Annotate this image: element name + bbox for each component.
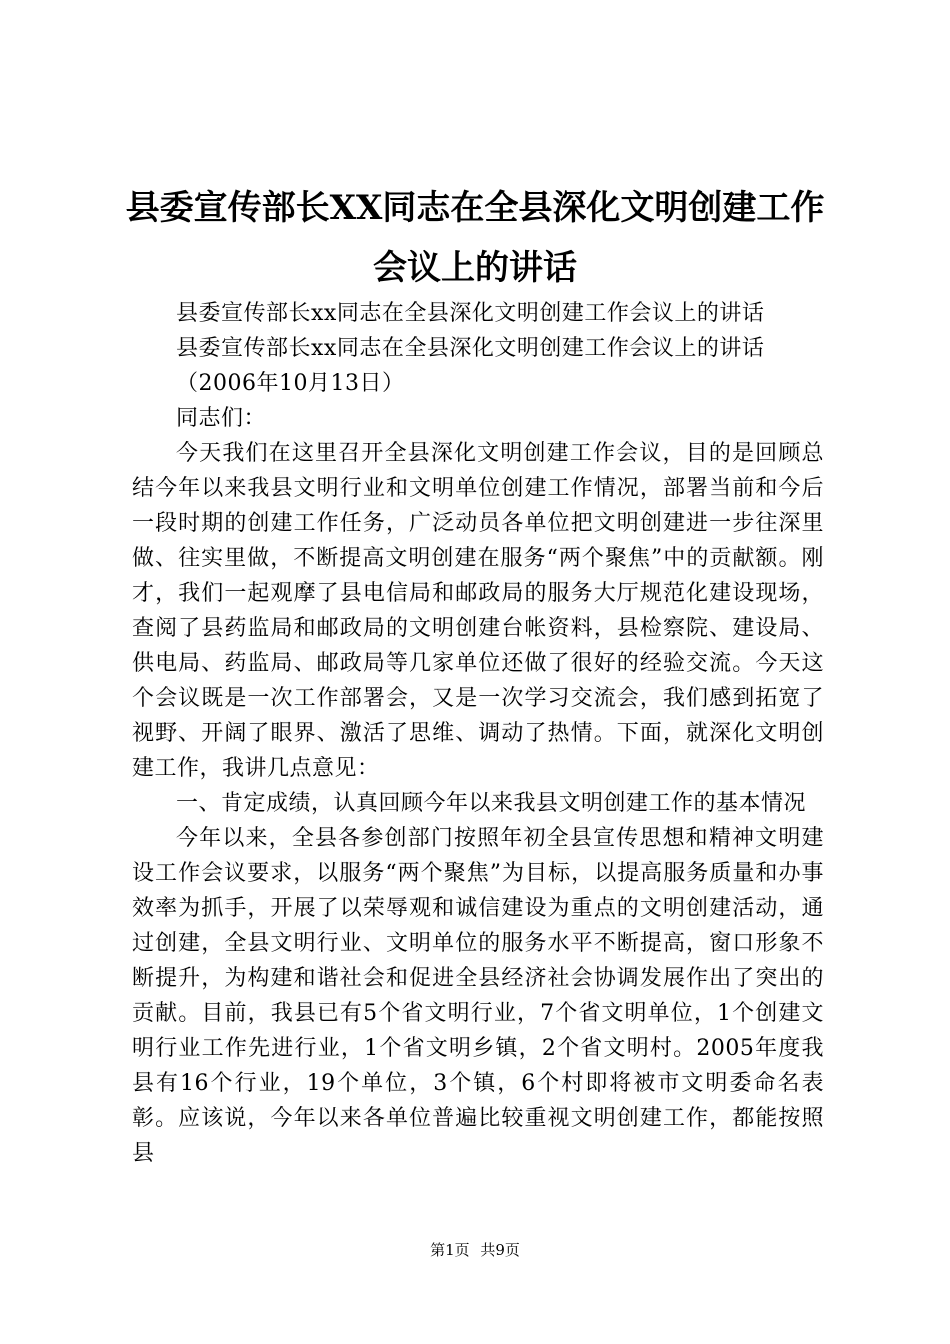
document-title: 县委宣传部长XX同志在全县深化文明创建工作会议上的讲话 — [125, 188, 825, 288]
page-total: 共9页 — [480, 1241, 520, 1259]
paragraph-section-heading: 一、肯定成绩，认真回顾今年以来我县文明创建工作的基本情况 — [176, 791, 807, 816]
paragraph-salutation: 同志们： — [176, 406, 267, 431]
page-number: 第1页 — [430, 1241, 470, 1259]
page-footer — [0, 1240, 950, 1260]
paragraph-heading-repeat-2: 县委宣传部长xx同志在全县深化文明创建工作会议上的讲话 — [176, 336, 765, 361]
paragraph-achievements: 今年以来，全县各参创部门按照年初全县宣传思想和精神文明建设工作会议要求，以服务“两个聚焦”为目标，以提高服务质量和办事效率为抓手，开展了以荣辱观和诚信建设为重点的文明创建活动，通过创建，全县文明行业、文明单位的服务水平不断提高，窗口形象不断提升，为构建和谐社会和促进全县经济社会协调发展作出了突出的贡献。目前，我县已有5个省文明行业，7个省文明单位，1个创建文明行业工作先进行业，1个省文明乡镇，2个省文明村。2005年度我县有16个行业，19个单位，3个镇，6个村即将被市文明委命名表彰。应该说，今年以来各单位普遍比较重视文明创建工作，都能按照县 — [132, 826, 824, 1166]
paragraph-heading-repeat-1: 县委宣传部长xx同志在全县深化文明创建工作会议上的讲话 — [176, 301, 765, 326]
document-body — [132, 296, 824, 1171]
paragraph-intro: 今天我们在这里召开全县深化文明创建工作会议，目的是回顾总结今年以来我县文明行业和文明单位创建工作情况，部署当前和今后一段时期的创建工作任务，广泛动员各单位把文明创建进一步往深里做、往实里做，不断提高文明创建在服务“两个聚焦”中的贡献额。刚才，我们一起观摩了县电信局和邮政局的服务大厅规范化建设现场，查阅了县药监局和邮政局的文明创建台帐资料，县检察院、建设局、供电局、药监局、邮政局等几家单位还做了很好的经验交流。今天这个会议既是一次工作部署会，又是一次学习交流会，我们感到拓宽了视野、开阔了眼界、激活了思维、调动了热情。下面，就深化文明创建工作，我讲几点意见： — [132, 441, 824, 781]
paragraph-date: （2006年10月13日） — [176, 371, 405, 396]
